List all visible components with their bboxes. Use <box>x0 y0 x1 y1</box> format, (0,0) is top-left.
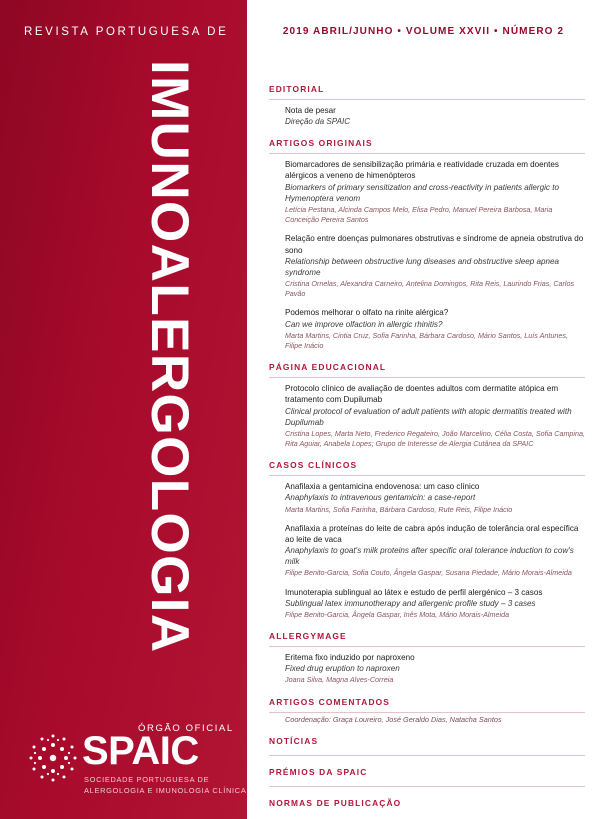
section-divider <box>269 99 585 100</box>
section-divider <box>269 475 585 476</box>
section-divider <box>269 712 585 713</box>
entry-title-en: Relationship between obstructive lung diseases and obstructive sleep apnea syndrome <box>285 256 560 277</box>
entry-title-pt: Anafilaxia a proteínas do leite de cabra após indução de tolerância oral específica ao leite de vaca <box>285 523 579 544</box>
official-organ-label: ÓRGÃO OFICIAL <box>138 723 234 734</box>
entry-title-pt: Imunoterapia sublingual ao látex e estudo de perfil alergénico – 3 casos <box>285 587 543 597</box>
entry-authors: Joana Silva, Magna Alves-Correia <box>285 675 394 685</box>
toc-entry[interactable] <box>285 105 585 127</box>
toc-entry[interactable] <box>285 383 585 449</box>
section-divider <box>269 786 585 787</box>
toc-section-artigos-originais <box>269 138 585 351</box>
toc-entry[interactable] <box>285 481 585 515</box>
toc-entry[interactable] <box>285 307 585 351</box>
entry-title-en: Clinical protocol of evaluation of adult patients with atopic dermatitis treated with Dupilumab <box>285 406 572 427</box>
section-divider <box>269 646 585 647</box>
cover-left-panel <box>0 0 247 819</box>
toc-section-editorial <box>269 84 585 127</box>
entry-title-pt: Relação entre doenças pulmonares obstrutivas e síndrome de apneia obstrutiva do sono <box>285 234 584 255</box>
table-of-contents <box>269 84 585 819</box>
spaic-wordmark: SPAIC <box>82 729 199 773</box>
section-title: ARTIGOS ORIGINAIS <box>269 138 373 149</box>
toc-entry[interactable] <box>285 159 585 225</box>
journal-title: IMUNOALERGOLOGIA <box>140 60 199 654</box>
entry-title-en: Can we improve olfaction in allergic rhinitis? <box>285 319 443 329</box>
entry-title-pt: Anafilaxia a gentamicina endovenosa: um caso clínico <box>285 482 480 492</box>
entry-title-en: Sublingual latex immunotherapy and allergenic profile study – 3 cases <box>285 598 536 608</box>
toc-section-normas[interactable] <box>269 798 585 808</box>
toc-section-noticias[interactable] <box>269 736 585 756</box>
toc-section-premios[interactable] <box>269 767 585 787</box>
toc-entry[interactable] <box>285 523 585 579</box>
entry-authors: Filipe Benito-Garcia, Ângela Gaspar, Inês Mota, Mário Morais-Almeida <box>285 609 510 619</box>
section-title: PRÉMIOS DA SPAIC <box>269 766 368 777</box>
journal-kicker: REVISTA PORTUGUESA DE <box>24 26 229 38</box>
entry-title-pt: Podemos melhorar o olfato na rinite alérgica? <box>285 308 449 318</box>
section-divider <box>269 755 585 756</box>
section-title: CASOS CLÍNICOS <box>269 460 358 471</box>
entry-title-en: Direção da SPAIC <box>285 117 351 127</box>
entry-authors: Cristina Ornelas, Alexandra Carneiro, Antelina Domingos, Rita Reis, Laurindo Frias, Carlos Pavão <box>285 279 575 299</box>
entry-title-pt: Biomarcadores de sensibilização primária e reatividade cruzada em doentes alérgicos a veneno de himenópteros <box>285 160 559 181</box>
section-divider <box>269 377 585 378</box>
entry-title-pt: Nota de pesar <box>285 106 336 115</box>
section-title: PÁGINA EDUCACIONAL <box>269 362 387 373</box>
issue-line: 2019 ABRIL/JUNHO • VOLUME XXVII • NÚMERO 2 <box>282 25 565 37</box>
toc-section-allergymage <box>269 631 585 686</box>
section-coordination: Coordenação: Graça Loureiro, José Geraldo Dias, Natacha Santos <box>285 714 502 724</box>
section-title: NOTÍCIAS <box>269 735 319 746</box>
entry-title-en: Anaphylaxis to goat's milk proteins after specific oral tolerance induction to cow's milk <box>285 546 574 567</box>
entry-authors: Marta Martins, Sofia Farinha, Bárbara Cardoso, Rute Reis, Filipe Inácio <box>285 504 513 514</box>
entry-title-en: Anaphylaxis to intravenous gentamicin: a case-report <box>285 493 476 503</box>
vertical-title-wrapper <box>0 0 247 700</box>
toc-entry[interactable] <box>285 587 585 621</box>
section-title: EDITORIAL <box>269 84 325 94</box>
entry-title-en: Biomarkers of primary sensitization and cross-reactivity in patients allergic to Hymenoptera venom <box>285 182 559 203</box>
toc-entry[interactable] <box>285 233 585 299</box>
section-divider <box>269 153 585 154</box>
section-title: ARTIGOS COMENTADOS <box>269 696 391 707</box>
entry-title-pt: Eritema fixo induzido por naproxeno <box>285 653 415 663</box>
section-title: ALLERGYMAGE <box>269 631 347 642</box>
toc-entry[interactable] <box>285 652 585 686</box>
entry-authors: Marta Martins, Cintia Cruz, Sofia Farinha, Bárbara Cardoso, Mário Santos, Luís Antunes, Filipe Inácio <box>285 330 568 350</box>
section-title: NORMAS DE PUBLICAÇÃO <box>269 797 402 808</box>
toc-section-artigos-comentados <box>269 697 585 724</box>
entry-title-en: Fixed drug eruption to naproxen <box>285 664 400 674</box>
spaic-subtitle: SOCIEDADE PORTUGUESA DE ALERGOLOGIA E IMUNOLOGIA CLÍNICA <box>84 775 247 795</box>
spaic-emblem-icon <box>24 729 82 787</box>
toc-section-casos-clinicos <box>269 460 585 620</box>
cover-right-panel <box>247 0 600 819</box>
entry-title-pt: Protocolo clínico de avaliação de doentes adultos com dermatite atópica em tratamento com Dupilumab <box>285 384 559 405</box>
toc-plain-sections <box>269 736 585 808</box>
toc-section-pagina-educacional <box>269 362 585 449</box>
entry-authors: Filipe Benito-Garcia, Sofia Couto, Ângela Gaspar, Susana Piedade, Mário Morais-Almeida <box>285 568 572 578</box>
entry-authors: Cristina Lopes, Marta Neto, Frederico Regateiro, João Marcelino, Célia Costa, Sofia Campina, Rita Aguiar, Anabela Lopes; Grupo de Interesse de Alergia Cutânea da SPAIC <box>285 428 586 449</box>
spaic-logo <box>24 727 247 799</box>
entry-authors: Letícia Pestana, Alcinda Campos Melo, Elisa Pedro, Manuel Pereira Barbosa, Maria Conceição Pereira Santos <box>285 204 553 225</box>
